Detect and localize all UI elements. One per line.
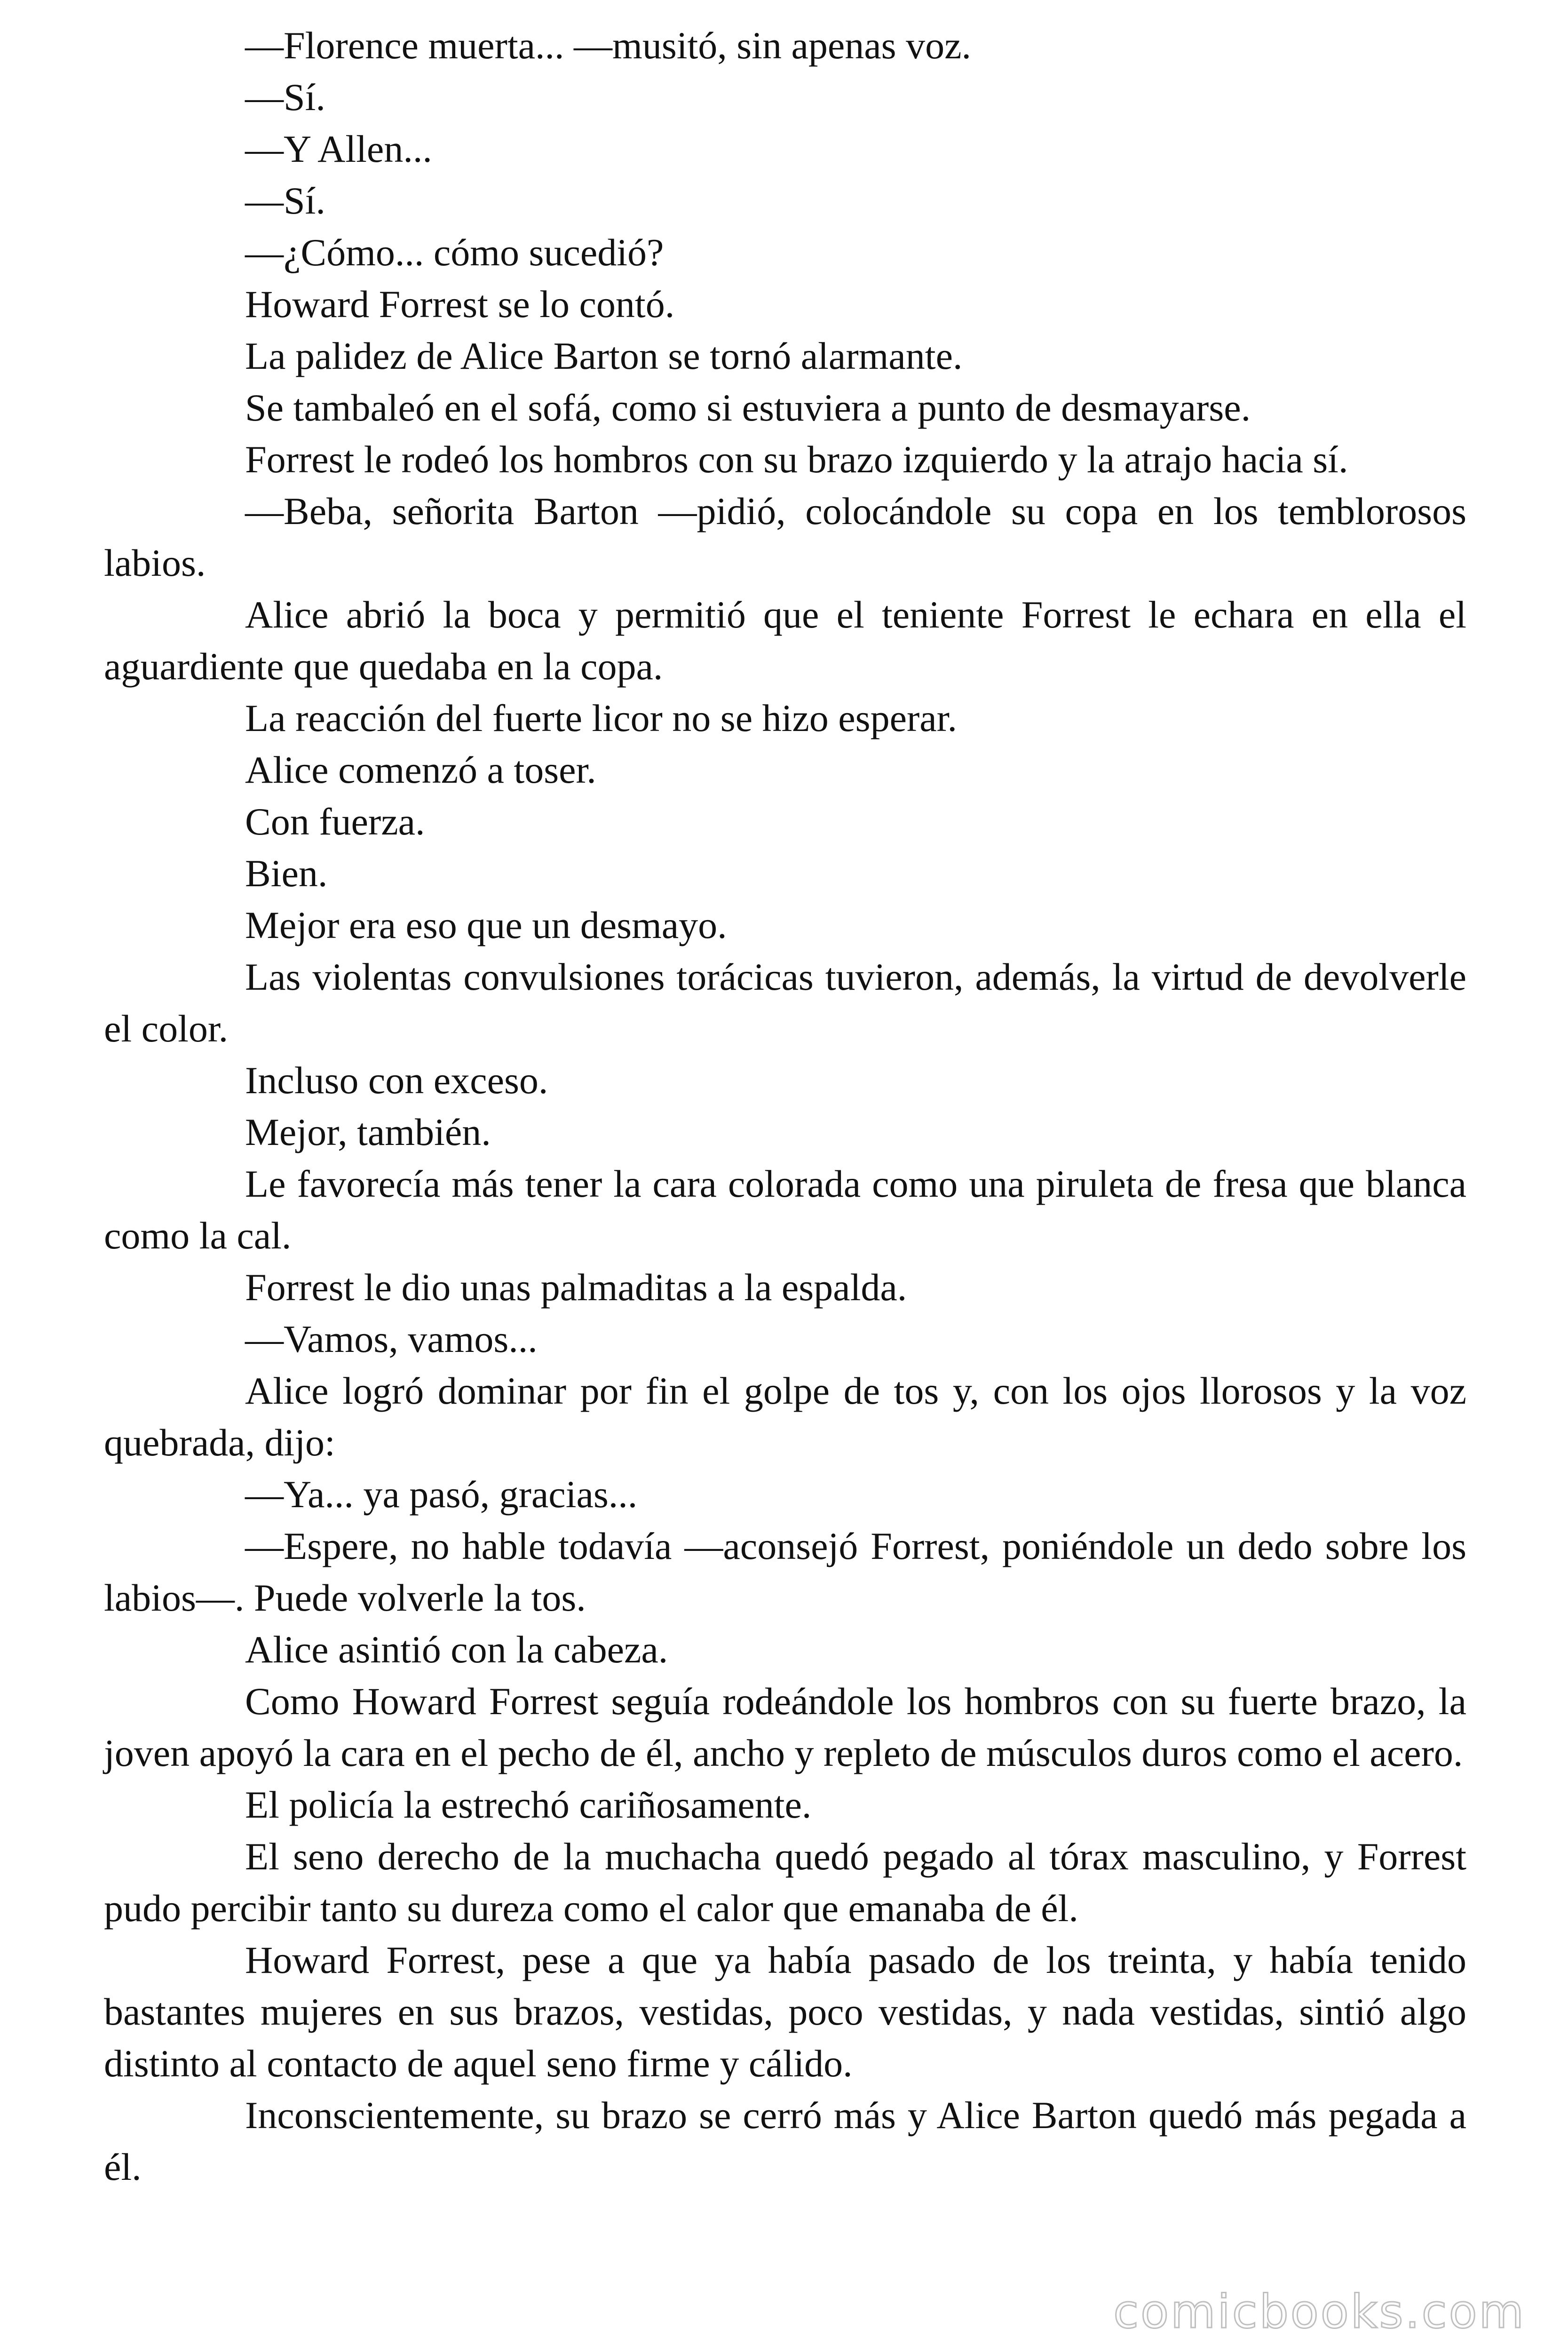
- paragraph: Bien.: [245, 852, 328, 895]
- paragraph: La reacción del fuerte licor no se hizo esperar.: [245, 697, 957, 739]
- paragraph: —Espere, no hable todavía —aconsejó Forrest, poniéndole un dedo sobre los labios—. Puede volverle la tos.: [104, 1525, 1466, 1619]
- watermark: comicbooks.com: [1113, 2285, 1526, 2339]
- paragraph: —¿Cómo... cómo sucedió?: [245, 231, 664, 274]
- paragraph: Forrest le dio unas palmaditas a la espalda.: [245, 1266, 907, 1309]
- paragraph: —Florence muerta... —musitó, sin apenas voz.: [245, 24, 971, 67]
- paragraph: —Sí.: [245, 76, 325, 119]
- paragraph: Se tambaleó en el sofá, como si estuviera a punto de desmayarse.: [245, 386, 1251, 429]
- paragraph: Mejor, también.: [245, 1111, 491, 1153]
- paragraph: Le favorecía más tener la cara colorada como una piruleta de fresa que blanca como la cal.: [104, 1162, 1466, 1257]
- paragraph: Las violentas convulsiones torácicas tuvieron, además, la virtud de devolverle el color.: [104, 955, 1466, 1050]
- paragraph: El policía la estrechó cariñosamente.: [245, 1783, 812, 1826]
- paragraph: Con fuerza.: [245, 800, 425, 843]
- paragraph: Alice logró dominar por fin el golpe de tos y, con los ojos llorosos y la voz quebrada, dijo:: [104, 1369, 1466, 1464]
- paragraph: Alice abrió la boca y permitió que el teniente Forrest le echara en ella el aguardiente que quedaba en la copa.: [104, 593, 1466, 688]
- paragraph: —Beba, señorita Barton —pidió, colocándole su copa en los temblorosos labios.: [104, 490, 1466, 584]
- paragraph: El seno derecho de la muchacha quedó pegado al tórax masculino, y Forrest pudo percibir tanto su dureza como el calor que emanaba de él.: [104, 1835, 1466, 1930]
- page-text: [104, 20, 1466, 2193]
- paragraph: —Y Allen...: [245, 127, 432, 170]
- paragraph: —Sí.: [245, 179, 325, 222]
- paragraph: La palidez de Alice Barton se tornó alarmante.: [245, 334, 963, 377]
- paragraph: Como Howard Forrest seguía rodeándole los hombros con su fuerte brazo, la joven apoyó la cara en el pecho de él, ancho y repleto de músculos duros como el acero.: [104, 1680, 1466, 1774]
- paragraph: Forrest le rodeó los hombros con su brazo izquierdo y la atrajo hacia sí.: [245, 438, 1348, 481]
- paragraph: Alice comenzó a toser.: [245, 748, 596, 791]
- paragraph: Incluso con exceso.: [245, 1059, 548, 1102]
- paragraph: —Vamos, vamos...: [245, 1318, 538, 1360]
- paragraph: Inconscientemente, su brazo se cerró más y Alice Barton quedó más pegada a él.: [104, 2094, 1466, 2188]
- paragraph: Mejor era eso que un desmayo.: [245, 904, 727, 946]
- paragraph: —Ya... ya pasó, gracias...: [245, 1473, 638, 1516]
- paragraph: Alice asintió con la cabeza.: [245, 1628, 668, 1671]
- paragraph: Howard Forrest, pese a que ya había pasado de los treinta, y había tenido bastantes mujeres en sus brazos, vestidas, poco vestidas, y nada vestidas, sintió algo distinto al contacto de aquel seno firme y cálido.: [104, 1939, 1466, 2085]
- paragraph: Howard Forrest se lo contó.: [245, 283, 675, 326]
